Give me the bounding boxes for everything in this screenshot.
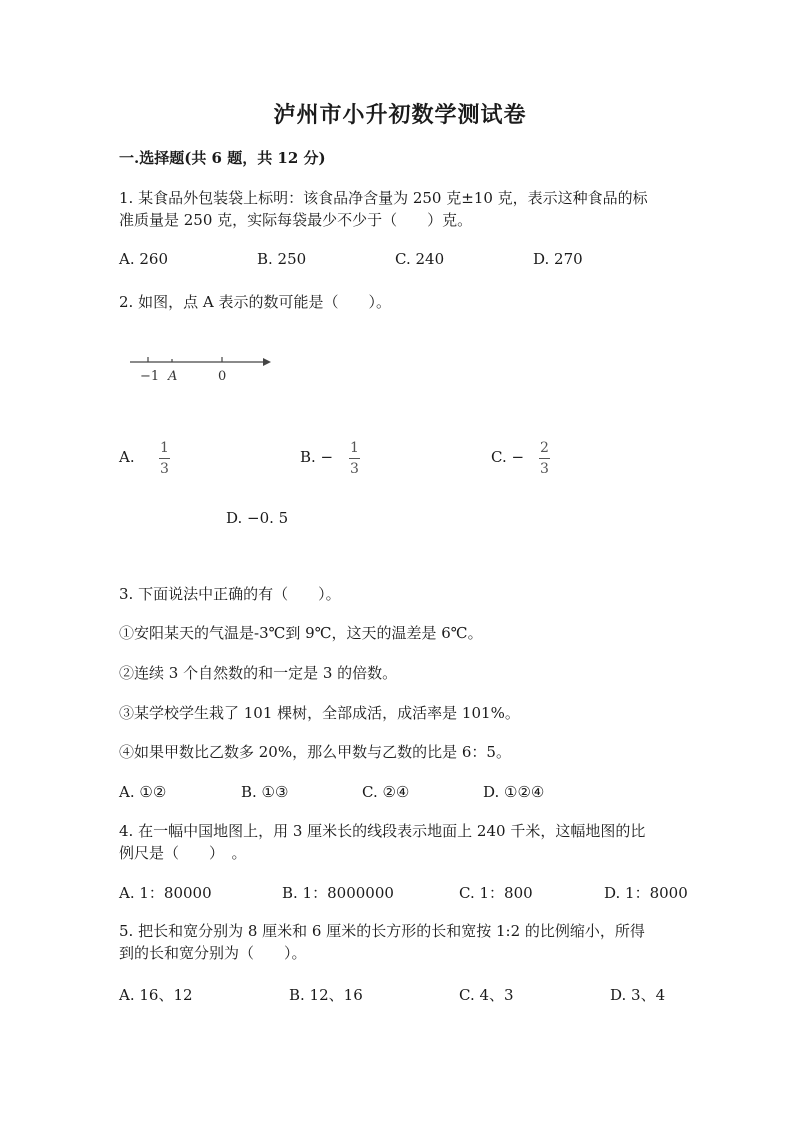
fraction-denominator: 3	[350, 461, 359, 477]
page-title: 泸州市小升初数学测试卷	[273, 102, 527, 128]
question-1-option-b[interactable]: B. 250	[257, 250, 307, 268]
question-3-statement-3: ③某学校学生栽了 101 棵树，全部成活，成活率是 101%。	[119, 704, 520, 722]
question-3-option-d[interactable]: D. ①②④	[483, 783, 545, 801]
question-4-option-c[interactable]: C. 1：800	[459, 884, 533, 902]
fraction-bar	[539, 458, 550, 459]
question-5-line-1: 5. 把长和宽分别为 8 厘米和 6 厘米的长方形的长和宽按 1:2 的比例缩小，所得	[119, 922, 645, 940]
question-3-option-c[interactable]: C. ②④	[362, 783, 410, 801]
tick-label-minus-one: −1	[140, 369, 160, 384]
question-2-option-b-label[interactable]: B. −	[300, 448, 334, 466]
question-1-line-2: 准质量是 250 克，实际每袋最少不少于（ ）克。	[119, 211, 473, 229]
number-line-figure	[125, 350, 275, 386]
question-5-option-c[interactable]: C. 4、3	[459, 986, 514, 1004]
fraction-denominator: 3	[540, 461, 549, 477]
point-a-label: A	[168, 369, 178, 384]
question-3-option-b[interactable]: B. ①③	[241, 783, 289, 801]
number-line-arrow	[263, 358, 271, 366]
question-2-option-d[interactable]: D. −0. 5	[226, 509, 289, 527]
question-4-line-2: 例尺是（ ） 。	[119, 844, 247, 862]
question-1-line-1: 1. 某食品外包装袋上标明：该食品净含量为 250 克±10 克，表示这种食品的标	[119, 189, 648, 207]
question-5-option-d[interactable]: D. 3、4	[610, 986, 666, 1004]
tick-label-zero: 0	[218, 369, 227, 384]
question-4-option-a[interactable]: A. 1：80000	[119, 884, 212, 902]
question-3-statement-4: ④如果甲数比乙数多 20%，那么甲数与乙数的比是 6：5。	[119, 743, 511, 761]
section-heading: 一.选择题(共 6 题，共 12 分)	[119, 149, 326, 167]
question-1-option-d[interactable]: D. 270	[533, 250, 583, 268]
question-1-option-a[interactable]: A. 260	[119, 250, 168, 268]
question-4-line-1: 4. 在一幅中国地图上，用 3 厘米长的线段表示地面上 240 千米，这幅地图的比	[119, 822, 646, 840]
question-4-option-b[interactable]: B. 1：8000000	[282, 884, 394, 902]
fraction-numerator: 1	[160, 440, 169, 456]
fraction-numerator: 1	[350, 440, 359, 456]
question-4-option-d[interactable]: D. 1：8000	[604, 884, 688, 902]
question-3-statement-1: ①安阳某天的气温是-3℃到 9℃，这天的温差是 6℃。	[119, 624, 483, 642]
question-5-line-2: 到的长和宽分别为（ ）。	[119, 944, 307, 962]
question-5-option-b[interactable]: B. 12、16	[289, 986, 363, 1004]
question-5-option-a[interactable]: A. 16、12	[119, 986, 193, 1004]
fraction-bar	[349, 458, 360, 459]
fraction-denominator: 3	[160, 461, 169, 477]
question-2-text: 2. 如图，点 A 表示的数可能是（ ）。	[119, 293, 391, 311]
question-2-option-c-label[interactable]: C. −	[491, 448, 525, 466]
question-2-option-a-fraction	[159, 440, 170, 477]
question-3-statement-2: ②连续 3 个自然数的和一定是 3 的倍数。	[119, 664, 398, 682]
question-1-option-c[interactable]: C. 240	[395, 250, 445, 268]
question-2-option-b-fraction	[349, 440, 360, 477]
question-2-option-a-label[interactable]: A.	[119, 448, 135, 466]
question-2-option-c-fraction	[539, 440, 550, 477]
question-3-option-a[interactable]: A. ①②	[119, 783, 167, 801]
question-3-text: 3. 下面说法中正确的有（ ）。	[119, 585, 341, 603]
fraction-bar	[159, 458, 170, 459]
fraction-numerator: 2	[540, 440, 549, 456]
